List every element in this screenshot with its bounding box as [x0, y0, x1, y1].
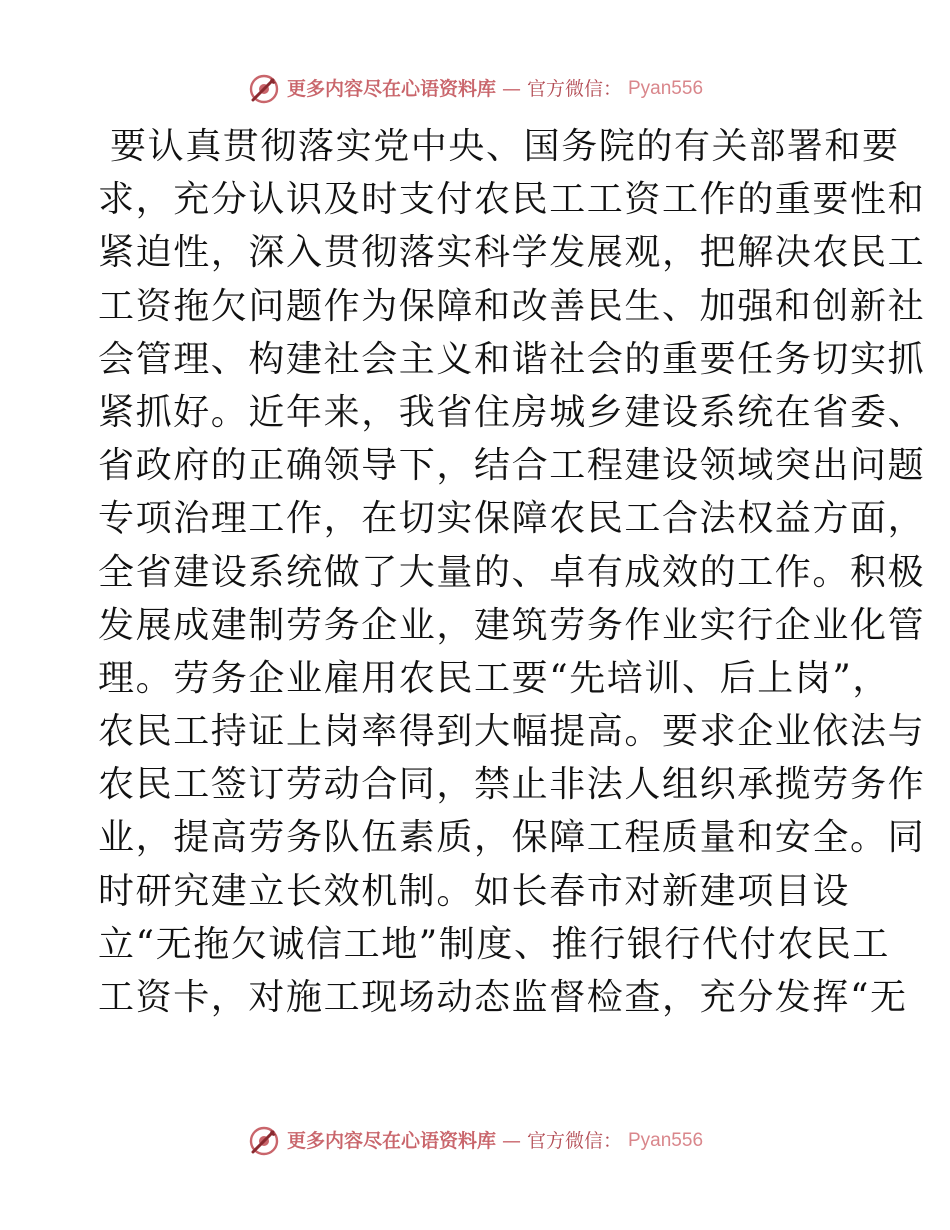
watermark-id: Pyan556 — [628, 1130, 704, 1151]
body-line: 专项治理工作，在切实保障农民工合法权益方面， — [98, 498, 926, 540]
body-line: 业，提高劳务队伍素质，保障工程质量和安全。同 — [98, 817, 926, 859]
body-line: 时研究建立长效机制。如长春市对新建项目设 — [98, 870, 851, 912]
logo-icon — [247, 72, 281, 106]
body-line: 会管理、构建社会主义和谐社会的重要任务切实抓 — [98, 338, 926, 380]
logo-icon — [247, 1124, 281, 1158]
watermark-brand: 更多内容尽在心语资料库 — [286, 78, 496, 100]
watermark-dash: — — [501, 1130, 521, 1152]
watermark-label: 官方微信： — [526, 78, 622, 100]
watermark-id: Pyan556 — [628, 78, 704, 99]
header-watermark — [0, 72, 950, 106]
watermark-brand: 更多内容尽在心语资料库 — [286, 1130, 496, 1152]
body-line: 农民工持证上岗率得到大幅提高。要求企业依法与 — [98, 711, 926, 753]
body-line: 工资拖欠问题作为保障和改善民生、加强和创新社 — [98, 285, 926, 327]
body-line: 立“无拖欠诚信工地”制度、推行银行代付农民工 — [98, 923, 891, 965]
body-line: 要认真贯彻落实党中央、国务院的有关部署和要 — [110, 126, 900, 167]
body-line: 理。劳务企业雇用农民工要“先培训、后上岗”， — [98, 657, 891, 699]
document-body — [98, 120, 926, 1024]
body-line: 紧迫性，深入贯彻落实科学发展观，把解决农民工 — [98, 232, 926, 274]
body-line: 紧抓好。近年来，我省住房城乡建设系统在省委、 — [98, 391, 926, 433]
body-line: 省政府的正确领导下，结合工程建设领域突出问题 — [98, 445, 926, 487]
watermark-dash: — — [501, 78, 521, 100]
body-line: 求，充分认识及时支付农民工工资工作的重要性和 — [98, 179, 926, 221]
body-line: 全省建设系统做了大量的、卓有成效的工作。积极 — [98, 551, 926, 593]
body-line: 工资卡，对施工现场动态监督检查，充分发挥“无 — [98, 977, 908, 1018]
body-line: 发展成建制劳务企业，建筑劳务作业实行企业化管 — [98, 604, 926, 646]
footer-watermark — [0, 1124, 950, 1158]
watermark-label: 官方微信： — [526, 1130, 622, 1152]
body-line: 农民工签订劳动合同，禁止非法人组织承揽劳务作 — [98, 764, 926, 806]
